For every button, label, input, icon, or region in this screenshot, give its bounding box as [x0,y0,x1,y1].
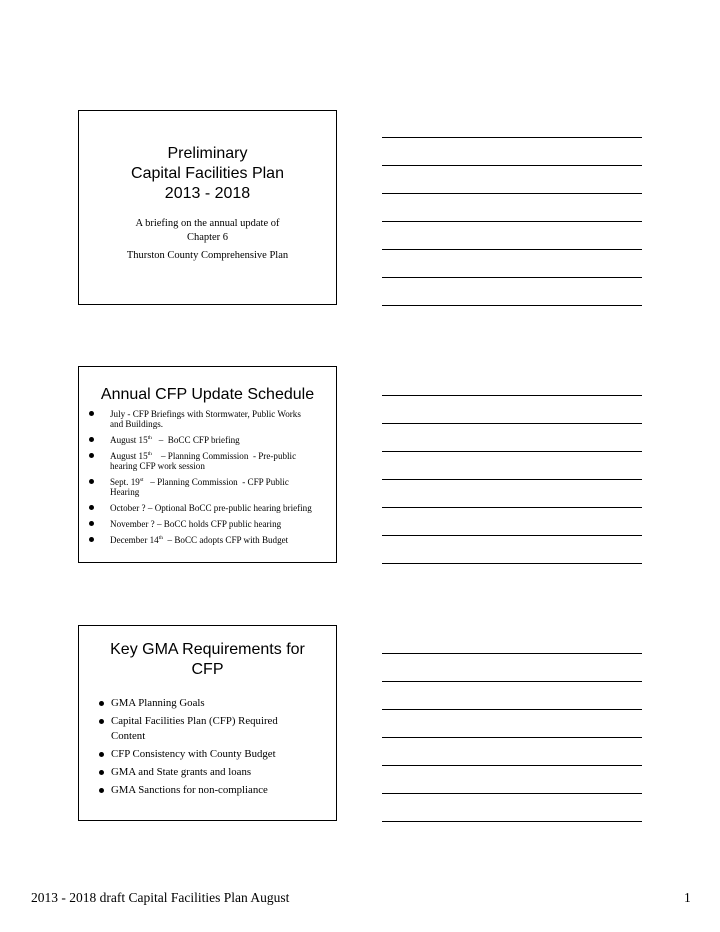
note-line [382,137,642,138]
note-line [382,221,642,222]
bullet-text: October ? – Optional BoCC pre-public hearing briefing [110,503,312,513]
schedule-bullet [89,435,314,445]
note-line [382,653,642,654]
note-line [382,479,642,480]
ordinal-suffix: st [139,476,144,483]
slide-1-title-line: Capital Facilities Plan [131,165,284,182]
gma-bullet-list [99,696,306,798]
gma-bullet: GMA Sanctions for non-compliance [99,783,306,798]
bullet-text: November ? – BoCC holds CFP public hearing [110,519,282,529]
slide-3-title-line: CFP [191,661,224,678]
note-line [382,305,642,306]
bullet-text: August 15 [110,435,148,445]
ordinal-suffix: th [147,450,152,457]
gma-bullet: CFP Consistency with County Budget [99,747,306,762]
note-line [382,451,642,452]
slide-2-title: Annual CFP Update Schedule [100,386,315,403]
bullet-text: July - CFP Briefings with Stormwater, Public Works and Buildings. [110,409,301,429]
page-footer: 2013 - 2018 draft Capital Facilities Plan August [31,890,290,905]
note-line [382,535,642,536]
page-number: 1 [684,890,691,905]
ordinal-suffix: th [158,534,163,541]
schedule-bullet [89,535,314,545]
note-line [382,507,642,508]
bullet-text: – Planning Commission - CFP Public Hearing [110,477,292,497]
note-line [382,793,642,794]
note-line [382,165,642,166]
slide-1-title-line: Preliminary [167,145,248,162]
slide-1-subtitle-briefing: A briefing on the annual update of Chapter 6 [135,218,280,243]
schedule-bullet [89,451,314,471]
note-line [382,249,642,250]
bullet-text: December 14 [110,535,159,545]
bullet-text: – BoCC CFP briefing [151,435,240,445]
bullet-text: – BoCC adopts CFP with Budget [162,535,289,545]
note-line [382,737,642,738]
note-line [382,681,642,682]
slide-1-title [79,144,336,204]
bullet-text: Sept. 19 [110,477,140,487]
note-line [382,821,642,822]
gma-bullet: GMA Planning Goals [99,696,306,711]
bullet-text: August 15 [110,451,148,461]
slide-1-subtitle-plan: Thurston County Comprehensive Plan [126,250,289,261]
note-line [382,423,642,424]
note-line [382,765,642,766]
slide-3-gma-requirements [78,625,337,821]
schedule-bullet [89,409,314,429]
schedule-bullet [89,503,314,513]
ordinal-suffix: th [147,434,152,441]
note-line [382,563,642,564]
gma-bullet: GMA and State grants and loans [99,765,306,780]
slide-3-title [79,640,336,680]
schedule-bullet [89,519,314,529]
slide-1-title-line: 2013 - 2018 [164,185,251,202]
slide-1-preliminary-cfp [78,110,337,305]
schedule-bullet-list [89,409,314,545]
gma-bullet: Capital Facilities Plan (CFP) Required Content [99,714,306,744]
note-line [382,193,642,194]
slide-3-title-line: Key GMA Requirements for [110,641,305,658]
schedule-bullet [89,477,314,497]
note-line [382,709,642,710]
note-line [382,395,642,396]
note-line [382,277,642,278]
slide-2-update-schedule [78,366,337,563]
bullet-text: – Planning Commission - Pre-public hearing CFP work session [110,451,299,471]
